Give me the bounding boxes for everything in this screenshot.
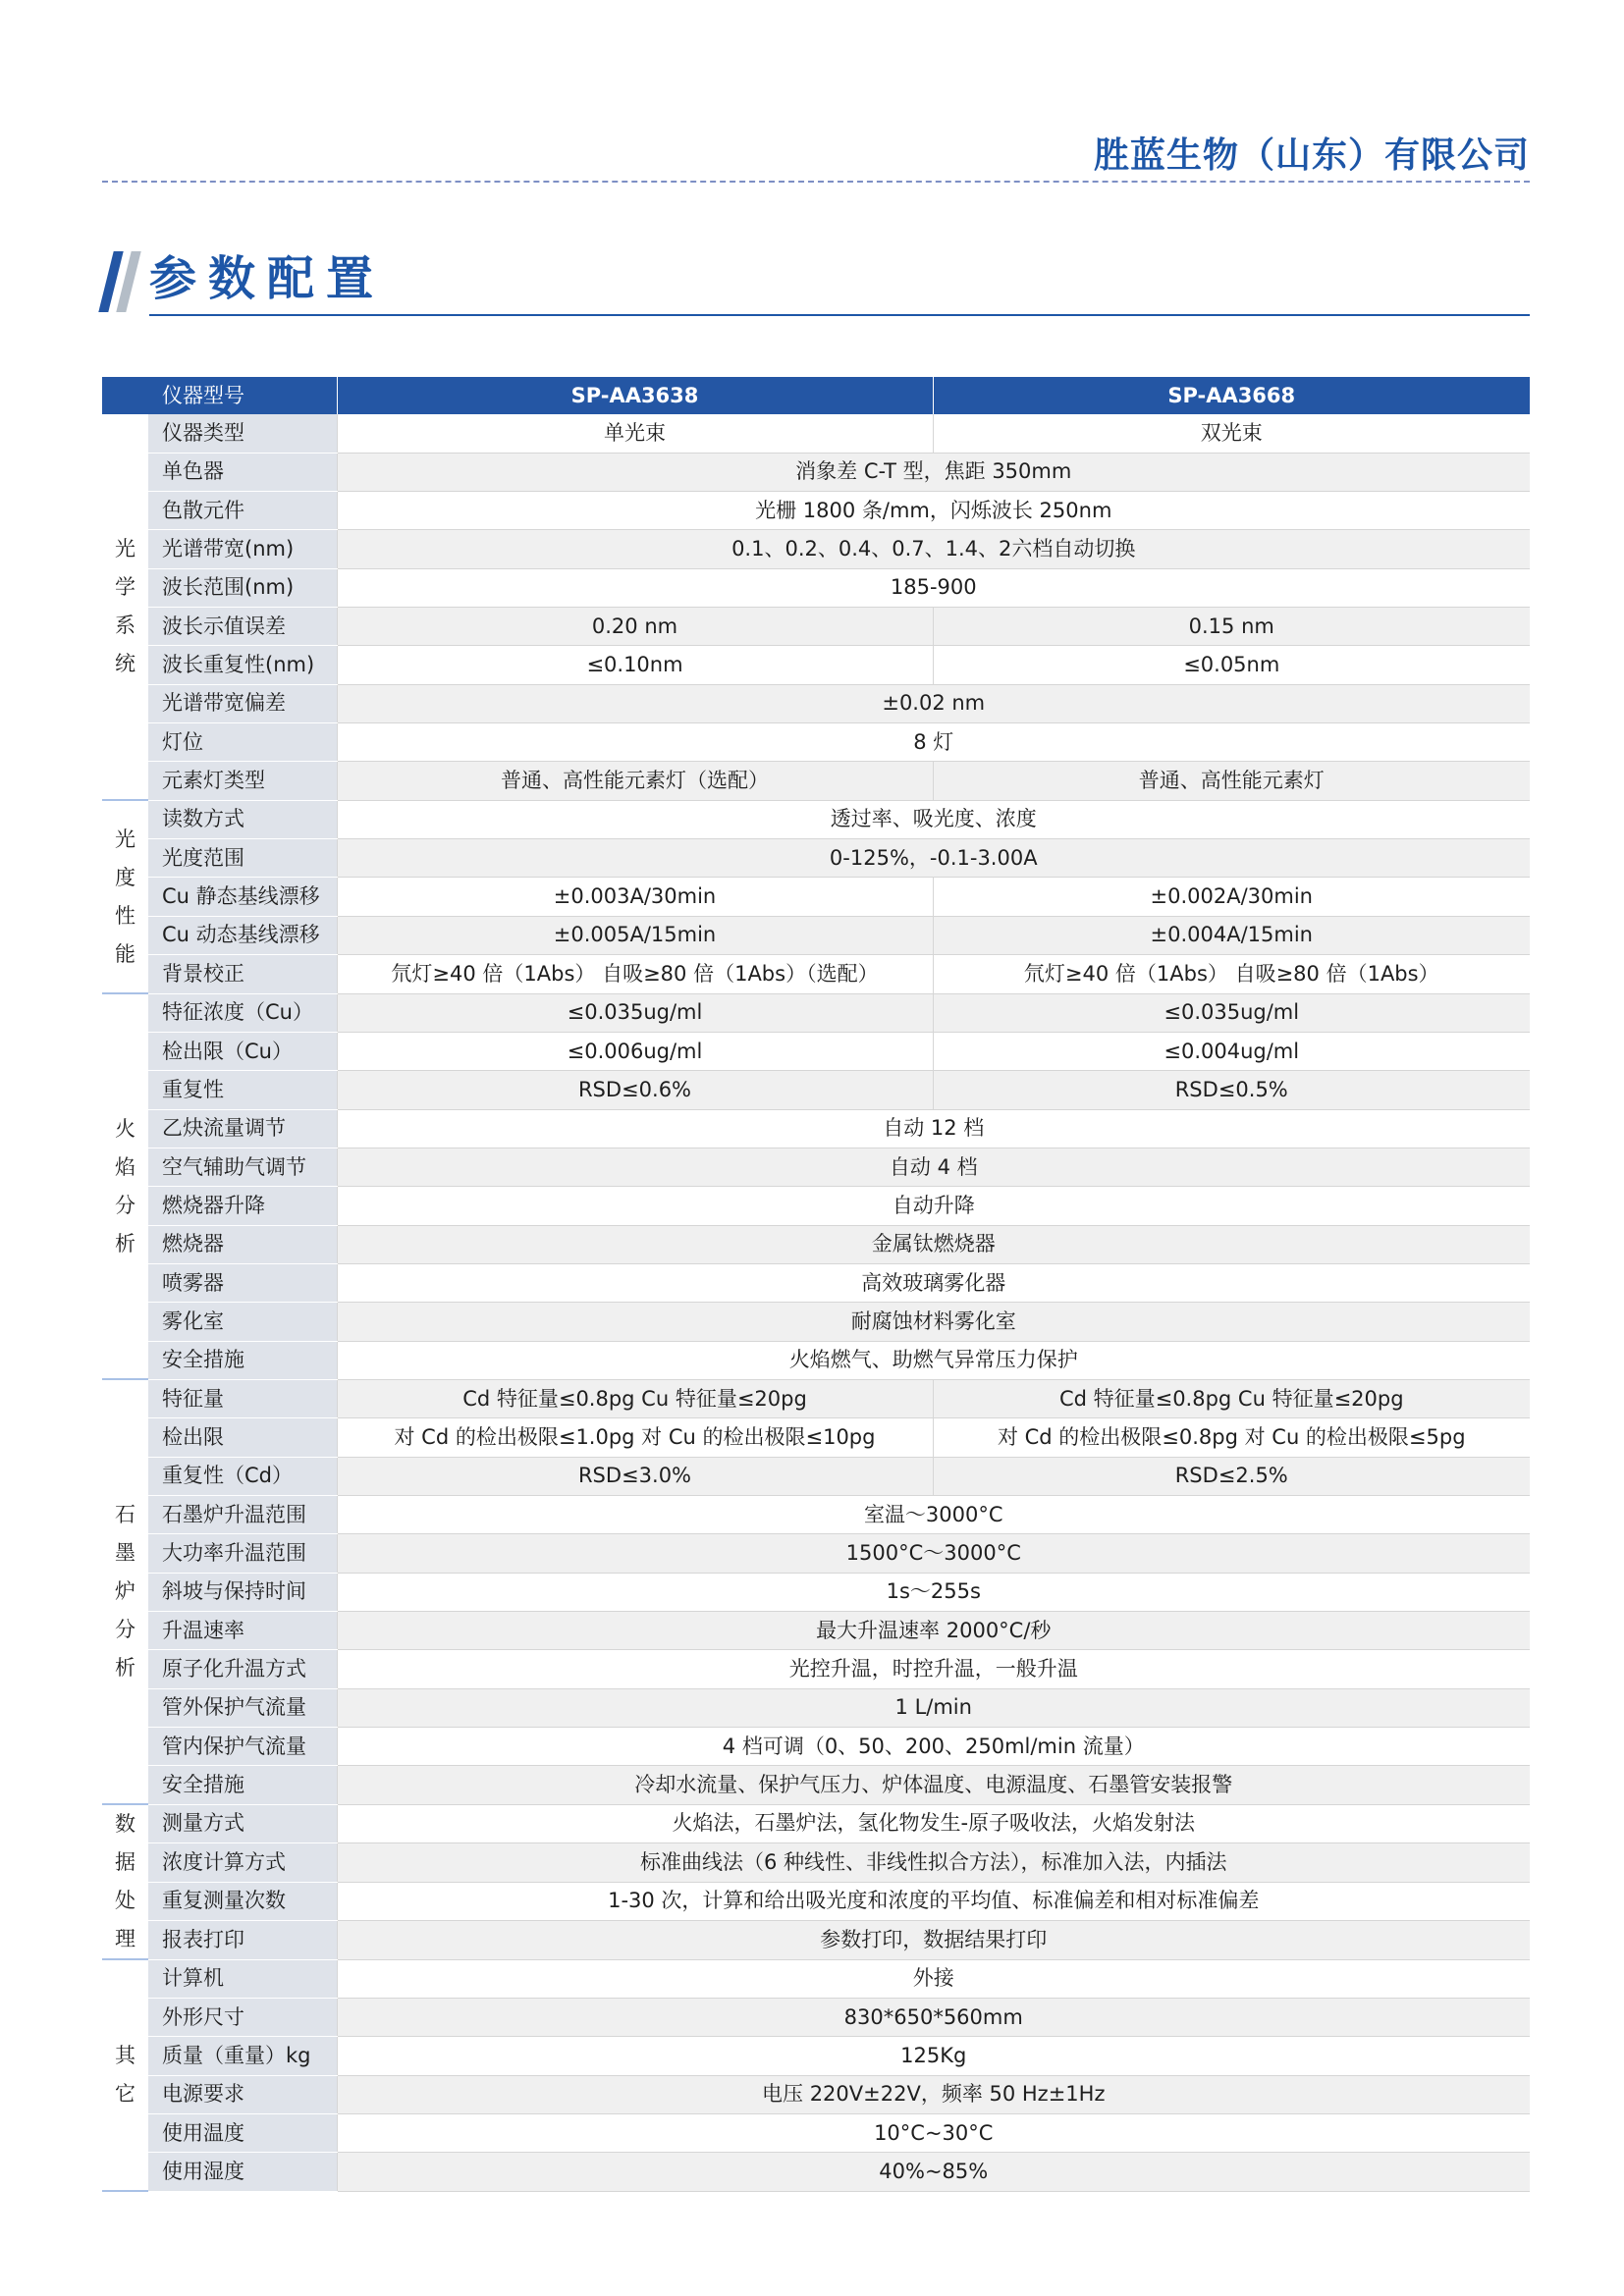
- value-shared: 自动 4 档: [337, 1148, 1530, 1186]
- param-name: 燃烧器: [148, 1225, 337, 1263]
- table-row: [102, 1225, 1530, 1263]
- table-row: [102, 1032, 1530, 1070]
- param-name: 空气辅助气调节: [148, 1148, 337, 1186]
- param-name: 单色器: [148, 453, 337, 491]
- table-row: [102, 1071, 1530, 1109]
- value-model-b: ≤0.05nm: [933, 646, 1530, 684]
- value-shared: 125Kg: [337, 2037, 1530, 2075]
- value-shared: 参数打印，数据结果打印: [337, 1921, 1530, 1960]
- table-row: [102, 878, 1530, 916]
- value-shared: 最大升温速率 2000°C/秒: [337, 1612, 1530, 1650]
- category-char: 光: [115, 537, 135, 561]
- table-row: [102, 453, 1530, 491]
- table-row: [102, 1882, 1530, 1921]
- category-char: 度: [115, 865, 135, 889]
- value-shared: 自动 12 档: [337, 1109, 1530, 1148]
- table-row: [102, 1495, 1530, 1533]
- value-shared: 电压 220V±22V，频率 50 Hz±1Hz: [337, 2075, 1530, 2113]
- category-label: [102, 414, 148, 800]
- value-model-b: 氘灯≥40 倍（1Abs） 自吸≥80 倍（1Abs）: [933, 955, 1530, 993]
- param-name: 灯位: [148, 723, 337, 762]
- value-shared: 光栅 1800 条/mm，闪烁波长 250nm: [337, 492, 1530, 530]
- param-name: 读数方式: [148, 800, 337, 838]
- value-model-b: ≤0.004ug/ml: [933, 1032, 1530, 1070]
- value-shared: 1500°C～3000°C: [337, 1534, 1530, 1573]
- value-model-a: ≤0.035ug/ml: [337, 993, 933, 1032]
- value-shared: 火焰法，石墨炉法，氢化物发生-原子吸收法，火焰发射法: [337, 1804, 1530, 1843]
- category-char: 其: [115, 2044, 135, 2068]
- value-model-b: Cd 特征量≤0.8pg Cu 特征量≤20pg: [933, 1379, 1530, 1417]
- param-name: 燃烧器升降: [148, 1187, 337, 1225]
- value-shared: 0-125%，-0.1-3.00A: [337, 839, 1530, 878]
- category-char: 析: [115, 1231, 135, 1255]
- table-row: [102, 723, 1530, 762]
- param-name: 波长示值误差: [148, 608, 337, 646]
- value-model-a: ±0.003A/30min: [337, 878, 933, 916]
- table-row: [102, 1303, 1530, 1341]
- table-row: [102, 1187, 1530, 1225]
- value-shared: 高效玻璃雾化器: [337, 1263, 1530, 1302]
- value-model-a: 氘灯≥40 倍（1Abs） 自吸≥80 倍（1Abs）（选配）: [337, 955, 933, 993]
- table-row: [102, 530, 1530, 568]
- table-row: [102, 1650, 1530, 1688]
- param-name: 斜坡与保持时间: [148, 1573, 337, 1611]
- header-model-a: SP-AA3638: [337, 377, 933, 414]
- spec-table: [102, 377, 1530, 2192]
- table-row: [102, 1921, 1530, 1960]
- section-title: 参数配置: [149, 251, 386, 306]
- value-shared: 消象差 C-T 型，焦距 350mm: [337, 453, 1530, 491]
- param-name: 安全措施: [148, 1341, 337, 1379]
- category-char: 理: [115, 1927, 135, 1951]
- param-name: 光度范围: [148, 839, 337, 878]
- value-shared: 185-900: [337, 568, 1530, 607]
- param-name: 原子化升温方式: [148, 1650, 337, 1688]
- value-shared: 10°C~30°C: [337, 2114, 1530, 2153]
- param-name: 大功率升温范围: [148, 1534, 337, 1573]
- category-char: 数: [115, 1812, 135, 1837]
- value-shared: ±0.02 nm: [337, 684, 1530, 722]
- value-model-b: 对 Cd 的检出极限≤0.8pg 对 Cu 的检出极限≤5pg: [933, 1418, 1530, 1457]
- value-shared: 1-30 次，计算和给出吸光度和浓度的平均值、标准偏差和相对标准偏差: [337, 1882, 1530, 1921]
- table-row: [102, 1341, 1530, 1379]
- table-row: [102, 1766, 1530, 1804]
- table-row: [102, 1999, 1530, 2037]
- category-label: [102, 800, 148, 993]
- param-name: 乙炔流量调节: [148, 1109, 337, 1148]
- category-label: [102, 1379, 148, 1804]
- table-row: [102, 1379, 1530, 1417]
- param-name: 雾化室: [148, 1303, 337, 1341]
- company-name: 胜蓝生物（山东）有限公司: [1093, 135, 1530, 176]
- table-row: [102, 1959, 1530, 1998]
- value-shared: 火焰燃气、助燃气异常压力保护: [337, 1341, 1530, 1379]
- category-char: 学: [115, 575, 135, 600]
- param-name: 仪器类型: [148, 414, 337, 453]
- param-name: 安全措施: [148, 1766, 337, 1804]
- value-model-a: 单光束: [337, 414, 933, 453]
- table-row: [102, 1728, 1530, 1766]
- header-divider: [102, 181, 1530, 183]
- category-char: 墨: [115, 1541, 135, 1566]
- value-shared: 0.1、0.2、0.4、0.7、1.4、2六档自动切换: [337, 530, 1530, 568]
- param-name: Cu 静态基线漂移: [148, 878, 337, 916]
- param-name: 质量（重量）kg: [148, 2037, 337, 2075]
- value-model-b: ±0.004A/15min: [933, 916, 1530, 954]
- table-row: [102, 568, 1530, 607]
- value-model-b: 普通、高性能元素灯: [933, 762, 1530, 800]
- param-name: 光谱带宽(nm): [148, 530, 337, 568]
- value-shared: 1s～255s: [337, 1573, 1530, 1611]
- section-underline: [149, 314, 1530, 316]
- table-row: [102, 1418, 1530, 1457]
- category-char: 统: [115, 652, 135, 676]
- param-name: 背景校正: [148, 955, 337, 993]
- table-row: [102, 1612, 1530, 1650]
- category-char: 它: [115, 2082, 135, 2107]
- table-row: [102, 646, 1530, 684]
- table-row: [102, 1688, 1530, 1727]
- value-model-a: ≤0.006ug/ml: [337, 1032, 933, 1070]
- param-name: 管外保护气流量: [148, 1688, 337, 1727]
- table-row: [102, 1534, 1530, 1573]
- value-shared: 40%~85%: [337, 2153, 1530, 2191]
- value-shared: 4 档可调（0、50、200、250ml/min 流量）: [337, 1728, 1530, 1766]
- value-model-a: RSD≤0.6%: [337, 1071, 933, 1109]
- table-row: [102, 2153, 1530, 2191]
- category-char: 火: [115, 1116, 135, 1141]
- value-model-a: 0.20 nm: [337, 608, 933, 646]
- header-corner: [102, 377, 148, 414]
- value-shared: 冷却水流量、保护气压力、炉体温度、电源温度、石墨管安装报警: [337, 1766, 1530, 1804]
- value-model-b: RSD≤0.5%: [933, 1071, 1530, 1109]
- value-shared: 1 L/min: [337, 1688, 1530, 1727]
- value-model-a: Cd 特征量≤0.8pg Cu 特征量≤20pg: [337, 1379, 933, 1417]
- category-char: 性: [115, 903, 135, 928]
- header-model-b: SP-AA3668: [933, 377, 1530, 414]
- category-char: 析: [115, 1656, 135, 1681]
- category-label: [102, 1804, 148, 1959]
- value-model-b: RSD≤2.5%: [933, 1457, 1530, 1495]
- category-char: 据: [115, 1850, 135, 1875]
- param-name: 电源要求: [148, 2075, 337, 2113]
- category-char: 处: [115, 1889, 135, 1913]
- value-model-a: RSD≤3.0%: [337, 1457, 933, 1495]
- table-row: [102, 2114, 1530, 2153]
- value-shared: 8 灯: [337, 723, 1530, 762]
- param-name: 波长范围(nm): [148, 568, 337, 607]
- param-name: 检出限（Cu）: [148, 1032, 337, 1070]
- param-name: 外形尺寸: [148, 1999, 337, 2037]
- param-name: 石墨炉升温范围: [148, 1495, 337, 1533]
- table-row: [102, 1263, 1530, 1302]
- category-char: 石: [115, 1503, 135, 1527]
- value-shared: 室温～3000°C: [337, 1495, 1530, 1533]
- value-model-b: ≤0.035ug/ml: [933, 993, 1530, 1032]
- table-row: [102, 1573, 1530, 1611]
- table-row: [102, 800, 1530, 838]
- value-shared: 830*650*560mm: [337, 1999, 1530, 2037]
- section-header: [98, 243, 1530, 316]
- table-row: [102, 1843, 1530, 1883]
- value-model-b: ±0.002A/30min: [933, 878, 1530, 916]
- param-name: 升温速率: [148, 1612, 337, 1650]
- table-row: [102, 684, 1530, 722]
- table-row: [102, 1804, 1530, 1843]
- table-row: [102, 1457, 1530, 1495]
- category-char: 分: [115, 1193, 135, 1217]
- table-row: [102, 608, 1530, 646]
- value-model-b: 0.15 nm: [933, 608, 1530, 646]
- param-name: 使用湿度: [148, 2153, 337, 2191]
- table-row: [102, 1109, 1530, 1148]
- param-name: 检出限: [148, 1418, 337, 1457]
- table-row: [102, 916, 1530, 954]
- category-char: 炉: [115, 1579, 135, 1604]
- table-row: [102, 414, 1530, 453]
- category-char: 系: [115, 614, 135, 638]
- table-row: [102, 492, 1530, 530]
- param-name: 计算机: [148, 1959, 337, 1998]
- param-name: 测量方式: [148, 1804, 337, 1843]
- param-name: Cu 动态基线漂移: [148, 916, 337, 954]
- category-label: [102, 1959, 148, 2191]
- table-row: [102, 2075, 1530, 2113]
- param-name: 元素灯类型: [148, 762, 337, 800]
- table-row: [102, 993, 1530, 1032]
- value-shared: 外接: [337, 1959, 1530, 1998]
- value-model-b: 双光束: [933, 414, 1530, 453]
- category-char: 光: [115, 827, 135, 851]
- param-name: 喷雾器: [148, 1263, 337, 1302]
- category-char: 焰: [115, 1154, 135, 1179]
- value-model-a: 对 Cd 的检出极限≤1.0pg 对 Cu 的检出极限≤10pg: [337, 1418, 933, 1457]
- category-char: 能: [115, 941, 135, 966]
- param-name: 特征量: [148, 1379, 337, 1417]
- value-model-a: ±0.005A/15min: [337, 916, 933, 954]
- table-row: [102, 839, 1530, 878]
- param-name: 色散元件: [148, 492, 337, 530]
- param-name: 特征浓度（Cu）: [148, 993, 337, 1032]
- value-shared: 标准曲线法（6 种线性、非线性拟合方法），标准加入法，内插法: [337, 1843, 1530, 1883]
- param-name: 重复性: [148, 1071, 337, 1109]
- table-row: [102, 2037, 1530, 2075]
- param-name: 浓度计算方式: [148, 1843, 337, 1883]
- param-name: 波长重复性(nm): [148, 646, 337, 684]
- value-shared: 金属钛燃烧器: [337, 1225, 1530, 1263]
- value-model-a: ≤0.10nm: [337, 646, 933, 684]
- param-name: 重复测量次数: [148, 1882, 337, 1921]
- header-param: 仪器型号: [148, 377, 337, 414]
- value-shared: 透过率、吸光度、浓度: [337, 800, 1530, 838]
- table-row: [102, 955, 1530, 993]
- table-row: [102, 762, 1530, 800]
- param-name: 管内保护气流量: [148, 1728, 337, 1766]
- category-char: 分: [115, 1618, 135, 1642]
- param-name: 光谱带宽偏差: [148, 684, 337, 722]
- value-model-a: 普通、高性能元素灯（选配）: [337, 762, 933, 800]
- value-shared: 自动升降: [337, 1187, 1530, 1225]
- category-label: [102, 993, 148, 1379]
- table-header-row: [102, 377, 1530, 414]
- param-name: 重复性（Cd）: [148, 1457, 337, 1495]
- param-name: 使用温度: [148, 2114, 337, 2153]
- value-shared: 光控升温，时控升温，一般升温: [337, 1650, 1530, 1688]
- table-row: [102, 1148, 1530, 1186]
- value-shared: 耐腐蚀材料雾化室: [337, 1303, 1530, 1341]
- param-name: 报表打印: [148, 1921, 337, 1960]
